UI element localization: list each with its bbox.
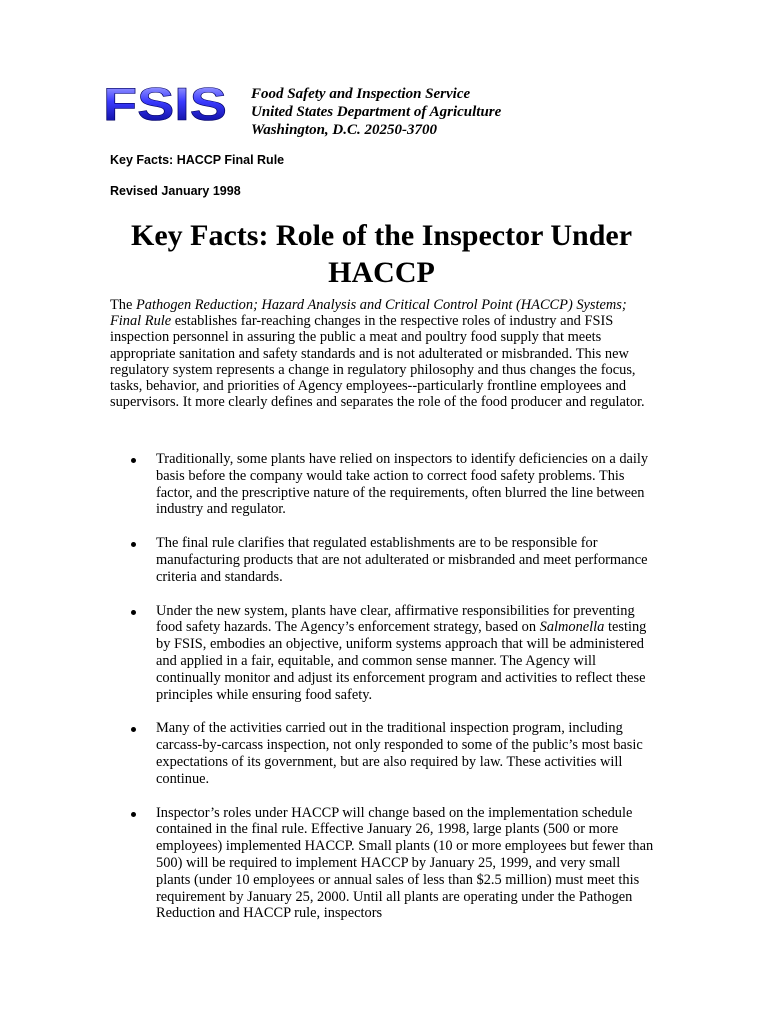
list-item-text-pre: Under the new system, plants have clear, affirmative responsibilities for preventing food safety hazards. The Agency’s enforcement strategy, based on: [156, 602, 635, 636]
list-item: [110, 805, 658, 923]
document-title-line-1: Key Facts: Role of the Inspector Under: [130, 219, 633, 252]
document-title-line-2: HACCP: [328, 256, 435, 289]
key-facts-list: [110, 451, 658, 939]
rule-name: Pathogen Reduction; Hazard Analysis and Critical Control Point (HACCP) Systems; Final Rule: [110, 297, 627, 330]
bullet-icon: [131, 812, 136, 817]
list-item-text: Inspector’s roles under HACCP will change based on the implementation schedule contained in the final rule. Effective January 26, 1998, large plants (500 or more employees) implemented HACCP. Small plants (10 or more employees but fewer than 500) will be required to implement HACCP by January 25, 1999, and very small plants (under 10 employees or annual sales of less than $2.5 million) must meet this requirement by January 25, 2000. Until all plants are operating under the Pathogen Reduction and HACCP rule, inspectors: [156, 804, 654, 922]
bullet-icon: [131, 727, 136, 732]
key-facts-label: Key Facts: HACCP Final Rule: [110, 153, 285, 167]
list-item: [110, 451, 658, 518]
intro-body: establishes far-reaching changes in the respective roles of industry and FSIS inspection personnel in assuring the public a meat and poultry food supply that meets appropriate sanitation and safety standards and is not adulterated or misbranded. This new regulatory system represents a change in regulatory philosophy and thus changes the focus, tasks, behavior, and priorities of Agency employees--particularly frontline employees and supervisors. It more clearly defines and separates the role of the food producer and regulator.: [110, 313, 645, 411]
list-item-text: Many of the activities carried out in the traditional inspection program, including carcass-by-carcass inspection, not only responded to some of the public’s most basic expectations of its government, but are also required by law. These activities will continue.: [156, 720, 643, 787]
salmonella-term: Salmonella: [539, 619, 605, 636]
list-item-text: Traditionally, some plants have relied on inspectors to identify deficiencies on a daily basis before the company would take action to correct food safety problems. This factor, and the prescriptive nature of the requirements, often blurred the line between industry and regulator.: [156, 451, 649, 518]
intro-lead: The: [110, 297, 136, 313]
fsis-logo: [100, 80, 230, 126]
bullet-icon: [131, 610, 136, 615]
list-item-text: [156, 603, 646, 703]
list-item-text-post: testing by FSIS, embodies an objective, uniform systems approach that will be administered and applied in a fair, equitable, and common sense manner. The Agency will continually monitor and adjust its enforcement program and activities to reflect these principles while ensuring food safety.: [156, 619, 647, 703]
bullet-icon: [131, 542, 136, 547]
bullet-icon: [131, 458, 136, 463]
intro-paragraph: [110, 297, 655, 410]
document-title: [110, 217, 653, 291]
agency-location: Washington, D.C. 20250-3700: [251, 122, 438, 138]
department-name: United States Department of Agriculture: [251, 104, 502, 120]
fsis-logo-text: FSIS: [103, 80, 227, 126]
list-item: [110, 720, 658, 787]
list-item: [110, 603, 658, 704]
revised-date: Revised January 1998: [110, 184, 241, 198]
agency-name: Food Safety and Inspection Service: [251, 86, 471, 102]
agency-address: [251, 85, 501, 139]
list-item-text: The final rule clarifies that regulated establishments are to be responsible for manufacturing products that are not adulterated or misbranded and meet performance criteria and standards.: [156, 535, 648, 585]
list-item: [110, 535, 658, 585]
